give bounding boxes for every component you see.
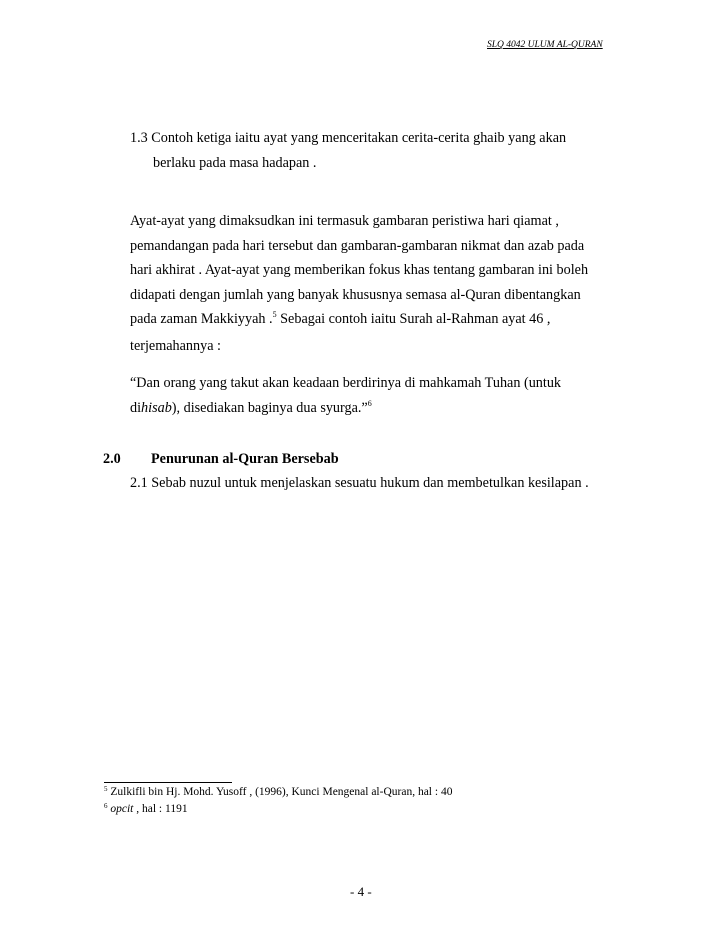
- footnote-5: [104, 786, 452, 798]
- footnote-ref-5: 5: [272, 310, 277, 319]
- description-paragraph: [130, 209, 588, 358]
- footnote-6-text: , hal : 1191: [133, 803, 188, 815]
- quote-line-2: [130, 396, 561, 423]
- paragraph-line-3: hari akhirat . Ayat-ayat yang memberikan fokus khas tentang gambaran ini boleh: [130, 262, 589, 278]
- section-heading-2-0: [103, 451, 339, 468]
- quote-italic-word: hisab: [141, 399, 172, 416]
- footnote-ref-6: 6: [367, 398, 372, 408]
- quote-line-1: “Dan orang yang takut akan keadaan berdirinya di mahkamah Tuhan (untuk: [130, 375, 562, 391]
- course-header: SLQ 4042 ULUM AL-QURAN: [487, 40, 603, 50]
- page-number: - 4 -: [350, 884, 372, 899]
- section-2-1: [130, 471, 589, 496]
- section-number: 2.0: [103, 451, 121, 467]
- paragraph-line-6: terjemahannya :: [130, 337, 221, 354]
- section-1-3-line-1: 1.3 Contoh ketiga iaitu ayat yang menceritakan cerita-cerita ghaib yang akan: [130, 130, 567, 146]
- paragraph-line-2: pemandangan pada hari tersebut dan gambaran-gambaran nikmat dan azab pada: [130, 237, 585, 254]
- quranic-quote: [130, 371, 561, 422]
- paragraph-line-5-end: Sebagai contoh iaitu Surah al-Rahman ayat 46 ,: [276, 311, 551, 327]
- footnote-6: [104, 803, 188, 815]
- footnote-5-number: 5: [104, 785, 108, 793]
- footnote-5-text: Zulkifli bin Hj. Mohd. Yusoff , (1996), Kunci Mengenal al-Quran, hal : 40: [107, 786, 453, 798]
- quote-line-2-end: ), disediakan baginya dua syurga.”: [171, 399, 368, 416]
- paragraph-line-5: [130, 307, 588, 334]
- footnote-6-number: 6: [104, 802, 108, 810]
- section-2-1-text: 2.1 Sebab nuzul untuk menjelaskan sesuatu hukum dan membetulkan kesilapan .: [130, 475, 589, 491]
- footnote-divider: [104, 782, 232, 783]
- paragraph-line-1: Ayat-ayat yang dimaksudkan ini termasuk gambaran peristiwa hari qiamat ,: [130, 213, 559, 229]
- paragraph-line-4: didapati dengan jumlah yang banyak khususnya semasa al-Quran dibentangkan: [130, 286, 581, 303]
- section-1-3: [130, 126, 566, 175]
- section-title: Penurunan al-Quran Bersebab: [151, 451, 339, 467]
- quote-line-2-start: di: [130, 399, 142, 416]
- section-1-3-line-2: berlaku pada masa hadapan .: [153, 154, 317, 171]
- paragraph-line-5-start: pada zaman Makkiyyah .: [130, 311, 273, 327]
- footnote-6-italic: opcit: [110, 803, 134, 815]
